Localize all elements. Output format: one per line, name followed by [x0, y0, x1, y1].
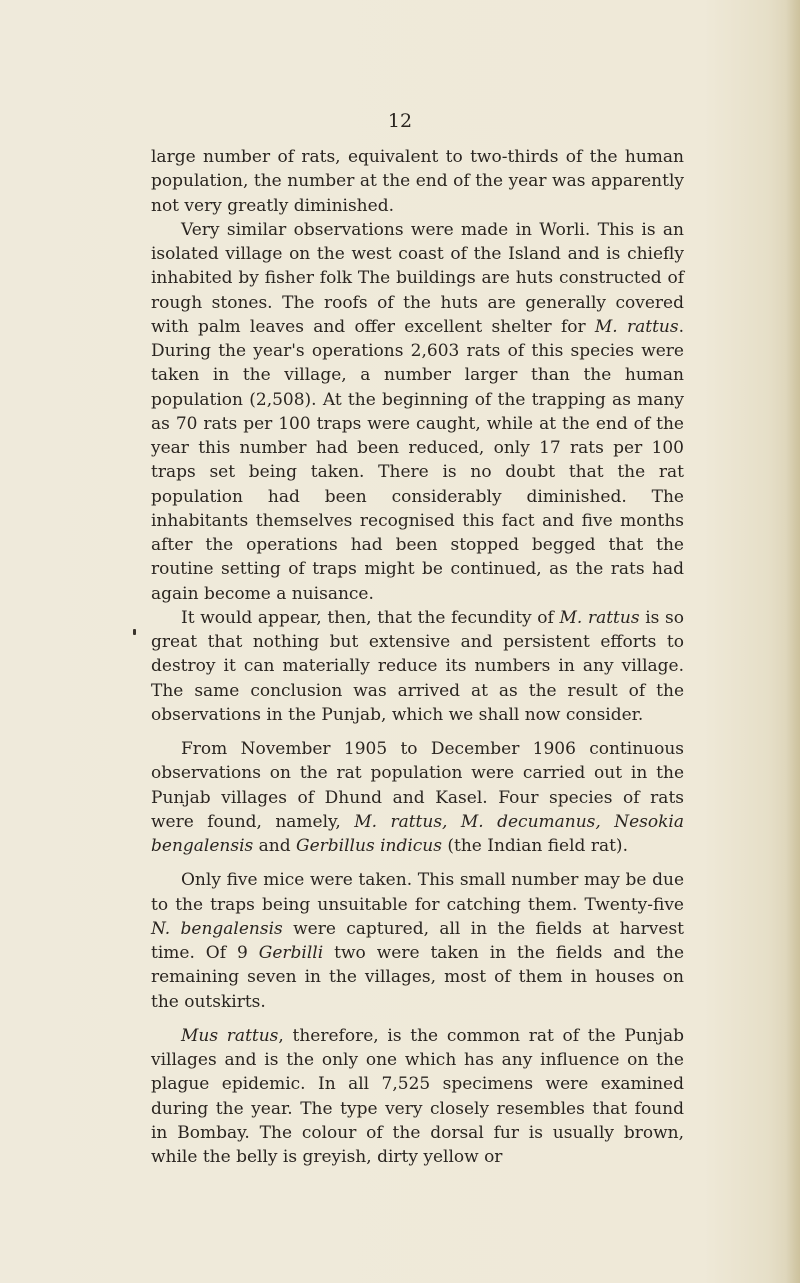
text-run: and	[253, 836, 297, 856]
paragraph	[151, 868, 684, 1014]
paragraph	[151, 737, 684, 858]
page-edge-shadow	[786, 0, 800, 1283]
text-run: . During the year's operations 2,603 rats of this species were taken in the village, a number larger than the human population (2,508). At the beginning of the trapping as many as 70 rats per 100 traps were caught, while at the end of the year this number had been reduced, only 17 rats per 100 traps set being taken. There is no doubt that the rat population had been considerably diminished. The inhabitants themselves recognised this fact and five months after the operations had been stopped begged that the routine setting of traps might be continued, as the rats had again become a nuisance.	[151, 316, 684, 604]
text-run: large number of rats, equivalent to two-thirds of the human population, the number at the end of the year was apparently not very greatly diminished.	[151, 147, 684, 216]
paragraph	[151, 606, 684, 727]
italic-text: N. bengalensis	[151, 918, 283, 939]
paragraph	[151, 145, 684, 218]
italic-text: Mus rattus	[181, 1025, 279, 1046]
text-run: , therefore, is the common rat of the Punjab villages and is the only one which has any influence on the plague epidemic. In all 7,525 specimens were examined during the year. The type very closely resembles that found in Bombay. The colour of the dorsal fur is usually brown, while the belly is greyish, dirty yellow or	[151, 1025, 684, 1167]
paragraph	[151, 218, 684, 606]
italic-text: Gerbilli	[258, 943, 324, 963]
text-run: From November 1905 to December 1906 continuous observations on the rat population were carried out in the Punjab villages of Dhund and Kasel. Four species of rats were found, namely,	[151, 739, 684, 832]
text-run: Only five mice were taken. This small number may be due to the traps being unsuitable for catching them. Twenty-five	[151, 870, 684, 915]
italic-text: M. rattus, M. decumanus, Nesokia bengalensis	[151, 811, 684, 856]
text-run: is so great that nothing but extensive and persistent efforts to destroy it can materially reduce its numbers in any village. The same conclusion was arrived at as the result of the observations in the Punjab, which we shall now consider.	[151, 607, 685, 725]
text-run: (the Indian field rat).	[441, 836, 628, 856]
italic-text: M. rattus	[559, 607, 640, 628]
page-number: 12	[387, 110, 413, 132]
text-run: were captured, all in the fields at harvest time. Of 9	[151, 918, 684, 963]
margin-mark	[133, 629, 136, 635]
italic-text: Gerbillus indicus	[296, 836, 442, 856]
text-run: It would appear, then, that the fecundity of	[181, 607, 560, 628]
body-text	[151, 145, 684, 1169]
italic-text: M. rattus	[594, 316, 679, 337]
text-run: Very similar observations were made in Worli. This is an isolated village on the west coast of the Island and is chiefly inhabited by fisher folk The buildings are huts constructed of rough stones. The roofs of the huts are generally covered with palm leaves and offer excellent shelter for	[151, 219, 684, 337]
text-run: two were taken in the fields and the remaining seven in the villages, most of them in houses on the outskirts.	[151, 943, 685, 1012]
paragraph	[151, 1024, 684, 1170]
